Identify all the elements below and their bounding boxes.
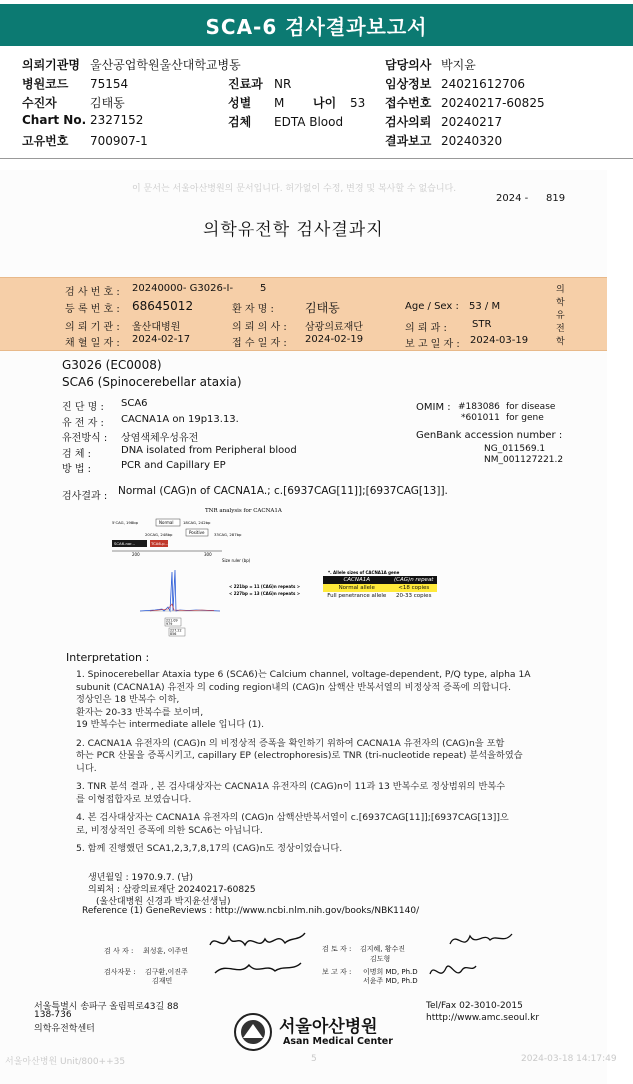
watermark-notice: 이 문서는 서울아산병원의 문서입니다. 허가없이 수정, 변경 및 복사할 수 없습니다.	[132, 184, 457, 194]
side-label-char: 유	[556, 311, 565, 321]
referral-doctor: (울산대병원 신경과 박지윤선생님)	[96, 897, 231, 907]
header-field	[22, 113, 143, 127]
reg-no-label: 등 록 번 호 :	[65, 304, 120, 315]
trace-red	[150, 604, 214, 611]
logo-korean: 서울아산병원	[279, 1017, 378, 1037]
header-field	[22, 94, 125, 111]
interpretation-line: 를 이형접합자로 보였습니다.	[76, 793, 192, 805]
reporter: 이명희 MD, Ph.D	[363, 968, 418, 976]
interpretation-line: 정상인은 18 반복수 이하,	[76, 694, 180, 705]
hospital-label: 의 뢰 기 관 :	[65, 322, 120, 333]
peak-label-3: 227.22	[170, 628, 182, 633]
detail-value: SCA6	[121, 398, 148, 409]
interpretation-line: 19 반복수는 intermediate allele 입니다 (1).	[76, 719, 265, 730]
scan-margin	[607, 170, 633, 1084]
detail-value: DNA isolated from Peripheral blood	[121, 444, 297, 456]
reporter-label: 보 고 자 :	[322, 968, 352, 976]
header-field	[228, 94, 284, 111]
examiner: 최성훈, 이주연	[143, 947, 189, 955]
scale-start: 200	[132, 552, 140, 557]
size-ruler-label: Size ruler (bp)	[222, 558, 251, 563]
band-rule-top	[0, 277, 607, 278]
advisor: 김구환,이진주	[145, 968, 188, 976]
header-field	[228, 75, 291, 92]
receive-date-label: 접 수 일 자 :	[232, 338, 287, 349]
signature-examiner	[205, 925, 315, 985]
reg-no: 68645012	[132, 299, 194, 313]
header-field-value: 20240217-60825	[441, 96, 545, 110]
header-field	[385, 113, 502, 130]
interpretation-line: 로, 비정상적인 증폭에 의한 SCA6는 아닙니다.	[76, 824, 263, 836]
website: htttp://www.amc.seoul.kr	[426, 1013, 540, 1023]
header-field-value: EDTA Blood	[274, 115, 344, 129]
tnr-figure	[110, 500, 450, 645]
allele-head-gene: CACNA1A	[323, 576, 391, 584]
figure-label-positive: Positive	[189, 530, 205, 535]
peak-label-4: 856	[170, 632, 177, 636]
figure-label-33cag: 33CAG, 287bp	[214, 532, 242, 537]
address-postcode: 138-736	[34, 1010, 72, 1020]
omim-label: OMIM :	[416, 402, 451, 413]
genbank-ng: NG_011569.1	[484, 444, 546, 454]
doc-title: 의학유전학 검사결과지	[203, 220, 384, 240]
peak-label-1: 221.09	[166, 618, 178, 623]
interpretation-title: Interpretation :	[66, 651, 150, 664]
interpretation-line: 5. 함께 진행했던 SCA1,2,3,7,8,17의 (CAG)n도 정상이었습니다.	[76, 843, 343, 854]
header-field-value: 박지윤	[441, 58, 476, 72]
trace-blue	[140, 570, 220, 611]
report-date-label: 보 고 일 자 :	[405, 339, 460, 350]
genbank-label: GenBank accession number :	[416, 430, 563, 441]
header-field-value: 75154	[90, 77, 129, 91]
figure-title: TNR analysis for CACNA1A	[205, 508, 282, 514]
interpretation-line: 3. TNR 분석 결과 , 본 검사대상자는 CACNA1A 유전자의 (CAG)n이 11과 13 반복수로 정상범위의 반복수	[76, 781, 506, 792]
header-field-value: M	[274, 96, 285, 110]
header-field-value: 700907-1	[90, 134, 148, 148]
interpretation-line: subunit (CACNA1A) 유전자 의 coding region내의 (CAG)n 삼핵산 반복서열의 비정상적 증폭에 의합니다.	[76, 681, 511, 693]
receive-date: 2024-02-19	[305, 334, 364, 345]
header-field-label: 병원코드	[22, 77, 69, 91]
report-title: SCA-6 검사결과보고서	[0, 4, 633, 46]
asan-emblem-icon	[233, 1012, 273, 1052]
header-field-label: 검체	[228, 115, 252, 129]
exam-no-label: 검 사 번 호 :	[65, 287, 120, 298]
header-field	[385, 56, 476, 73]
reviewer: 김지혜, 황수진	[360, 945, 406, 953]
header-field-value: 울산공업학원울산대학교병동	[90, 58, 241, 72]
allele-table-title: *. Allele sizes of CACNA1A gene	[328, 570, 400, 575]
advisor-label: 검사자문 :	[104, 968, 136, 976]
allele-full-value: 20-33 copies	[396, 593, 432, 599]
header-field-label: 임상정보	[385, 77, 432, 91]
ordering-org: 삼광의료재단	[305, 322, 363, 333]
header-field	[385, 132, 502, 149]
patient-name: 김태동	[305, 301, 340, 315]
figure-label-leftbox: 5'CAG, 198bp	[112, 520, 139, 525]
tel-fax: Tel/Fax 02-3010-2015	[426, 1001, 523, 1011]
header-field-value: 김태동	[90, 96, 125, 110]
header-field	[22, 75, 128, 92]
interpretation-line: 환자는 20-33 반복수를 보이며,	[76, 706, 204, 718]
birth-date: 생년월일 : 1970.9.7. (남)	[88, 873, 194, 883]
result-text: Normal (CAG)n of CACNA1A.; c.[6937CAG[11]];[6937CAG[13]].	[118, 485, 448, 497]
band-rule-bottom	[0, 350, 607, 351]
detail-value: CACNA1A on 19p13.13.	[121, 413, 239, 425]
referral: 의뢰처 : 삼광의료재단 20240217-60825	[88, 885, 256, 895]
header-field-label: 접수번호	[385, 96, 432, 110]
age-sex-label: Age / Sex :	[405, 301, 459, 312]
address-line-1: 서울특별시 송파구 올림픽로43길 88	[34, 1002, 179, 1012]
exam-no-suffix: 5	[260, 283, 267, 294]
detail-label: 검 체 :	[62, 448, 92, 460]
test-name: SCA6 (Spinocerebellar ataxia)	[62, 375, 242, 389]
dept: STR	[472, 319, 492, 330]
header-field-label: 수진자	[22, 96, 57, 110]
exam-no: 20240000- G3026-I-	[132, 283, 234, 294]
age-sex: 53 / M	[469, 301, 501, 312]
allele-head-repeat: (CAG)n repeat	[391, 576, 438, 584]
report-date: 2024-03-19	[470, 335, 529, 346]
draw-date: 2024-02-17	[132, 334, 191, 345]
header-field-value: NR	[274, 77, 292, 91]
omim-disease-id: #183086	[458, 402, 500, 412]
allele-normal-label: Normal allele	[323, 584, 391, 592]
footer-stamp-left: 서울아산병원 Unit/800++35	[5, 1057, 126, 1067]
detail-value: PCR and Capillary EP	[121, 460, 226, 471]
logo-english: Asan Medical Center	[283, 1036, 393, 1047]
header-field-label: 담당의사	[385, 58, 432, 72]
header-field-label: 의뢰기관명	[22, 58, 80, 72]
interpretation-line: 니다.	[76, 762, 97, 774]
detail-label: 방 법 :	[62, 464, 92, 475]
repeat-line-1: < 221bp = 11 (CAG)n repeats >	[229, 584, 301, 589]
doc-number-left: 2024 -	[496, 193, 529, 204]
allele-normal-value: <18 copies	[391, 584, 438, 592]
scale-label-a: SCA6-nor...	[114, 541, 136, 546]
dept-label: 의 뢰 과 :	[405, 323, 447, 334]
header-field	[228, 113, 343, 130]
hospital: 울산대병원	[132, 322, 181, 333]
figure-label-18cag: 18CAG, 242bp	[183, 520, 211, 525]
header-field-label: 성별	[228, 96, 252, 110]
test-code: G3026 (EC0008)	[62, 358, 162, 372]
detail-value: 상염색체우성유전	[121, 433, 199, 444]
header-field-label: 결과보고	[385, 134, 432, 148]
examiner-label: 검 사 자 :	[104, 947, 134, 955]
header-field-value: 2327152	[90, 113, 144, 127]
advisor-2: 김재민	[152, 977, 173, 985]
side-dept-label	[556, 284, 565, 349]
header-field	[385, 94, 545, 111]
footer-stamp-right: 2024-03-18 14:17:49	[521, 1054, 617, 1064]
allele-size-table	[323, 576, 437, 600]
header-field-label: 검사의뢰	[385, 115, 432, 129]
repeat-line-2: < 227bp = 13 (CAG)n repeats >	[229, 591, 301, 596]
center-name: 의학유전학센터	[34, 1024, 95, 1034]
reviewer-2: 김도형	[370, 955, 391, 963]
header-field-label: Chart No.	[22, 113, 87, 127]
allele-full-label: Full penetrance allele	[327, 593, 387, 599]
scanned-report	[0, 170, 633, 1084]
figure-label-20cag: 20CAG, 248bp	[145, 532, 173, 537]
interpretation-line: 1. Spinocerebellar Ataxia type 6 (SCA6)는 Calcium channel, voltage-dependent, P/Q type, alpha 1A	[76, 669, 531, 680]
interpretation-line: 하는 PCR 산물을 증폭시키고, capillary EP (electrophoresis)로 TNR (tri-nucleotide repeat) 분석을하였습	[76, 750, 523, 761]
side-label-char: 학	[556, 298, 565, 308]
detail-label: 유전방식 :	[62, 433, 108, 444]
interpretation-line: 4. 본 검사대상자는 CACNA1A 유전자의 (CAG)n 삼핵산반복서열이 c.[6937CAG[11]];[6937CAG[13]]으	[76, 812, 509, 823]
side-label-char: 학	[556, 337, 565, 347]
reference: Reference (1) GeneReviews : http://www.ncbi.nlm.nih.gov/books/NBK1140/	[82, 906, 420, 916]
page-number: 5	[311, 1054, 317, 1064]
signature-reviewer	[420, 922, 530, 987]
omim-gene-note: for gene	[506, 413, 544, 423]
age-field: 나이 53	[313, 96, 366, 110]
header-field-value: 20240320	[441, 134, 503, 148]
reporter-2: 서윤주 MD, Ph.D	[363, 977, 418, 985]
header-field-label: 고유번호	[22, 134, 69, 148]
scale-label-b: TCA6-p...	[151, 541, 169, 546]
detail-label: 진 단 명 :	[62, 402, 104, 413]
omim-disease-note: for disease	[506, 402, 556, 412]
ordering-org-label: 의 뢰 의 사 :	[232, 322, 287, 333]
reviewer-label: 검 토 자 :	[322, 945, 352, 953]
side-label-char: 의	[556, 285, 565, 295]
header-field-value: 20240217	[441, 115, 503, 129]
header-divider	[0, 158, 633, 159]
header-field	[22, 132, 148, 149]
side-label-char: 전	[556, 324, 565, 334]
header-field	[22, 56, 241, 73]
peak-label-2: 979	[166, 622, 173, 626]
result-label: 검사결과 :	[62, 491, 108, 502]
genbank-nm: NM_001127221.2	[484, 455, 564, 465]
interpretation-body	[76, 669, 531, 856]
draw-date-label: 채 혈 일 자 :	[65, 338, 120, 349]
header-field-label: 진료과	[228, 77, 263, 91]
header-field	[385, 75, 525, 92]
interpretation-line: 2. CACNA1A 유전자의 (CAG)n 의 비정상적 증폭을 확인하기 위하여 CACNA1A 유전자의 (CAG)n을 포함	[76, 737, 505, 749]
header-field-value: 24021612706	[441, 77, 525, 91]
omim-gene-id: *601011	[461, 413, 500, 423]
asan-logo	[233, 1010, 393, 1054]
patient-name-label: 환 자 명 :	[232, 304, 274, 315]
doc-number-right: 819	[546, 193, 566, 204]
figure-label-normal: Normal	[159, 520, 174, 525]
detail-label: 유 전 자 :	[62, 417, 104, 429]
scale-end: 300	[204, 552, 212, 557]
